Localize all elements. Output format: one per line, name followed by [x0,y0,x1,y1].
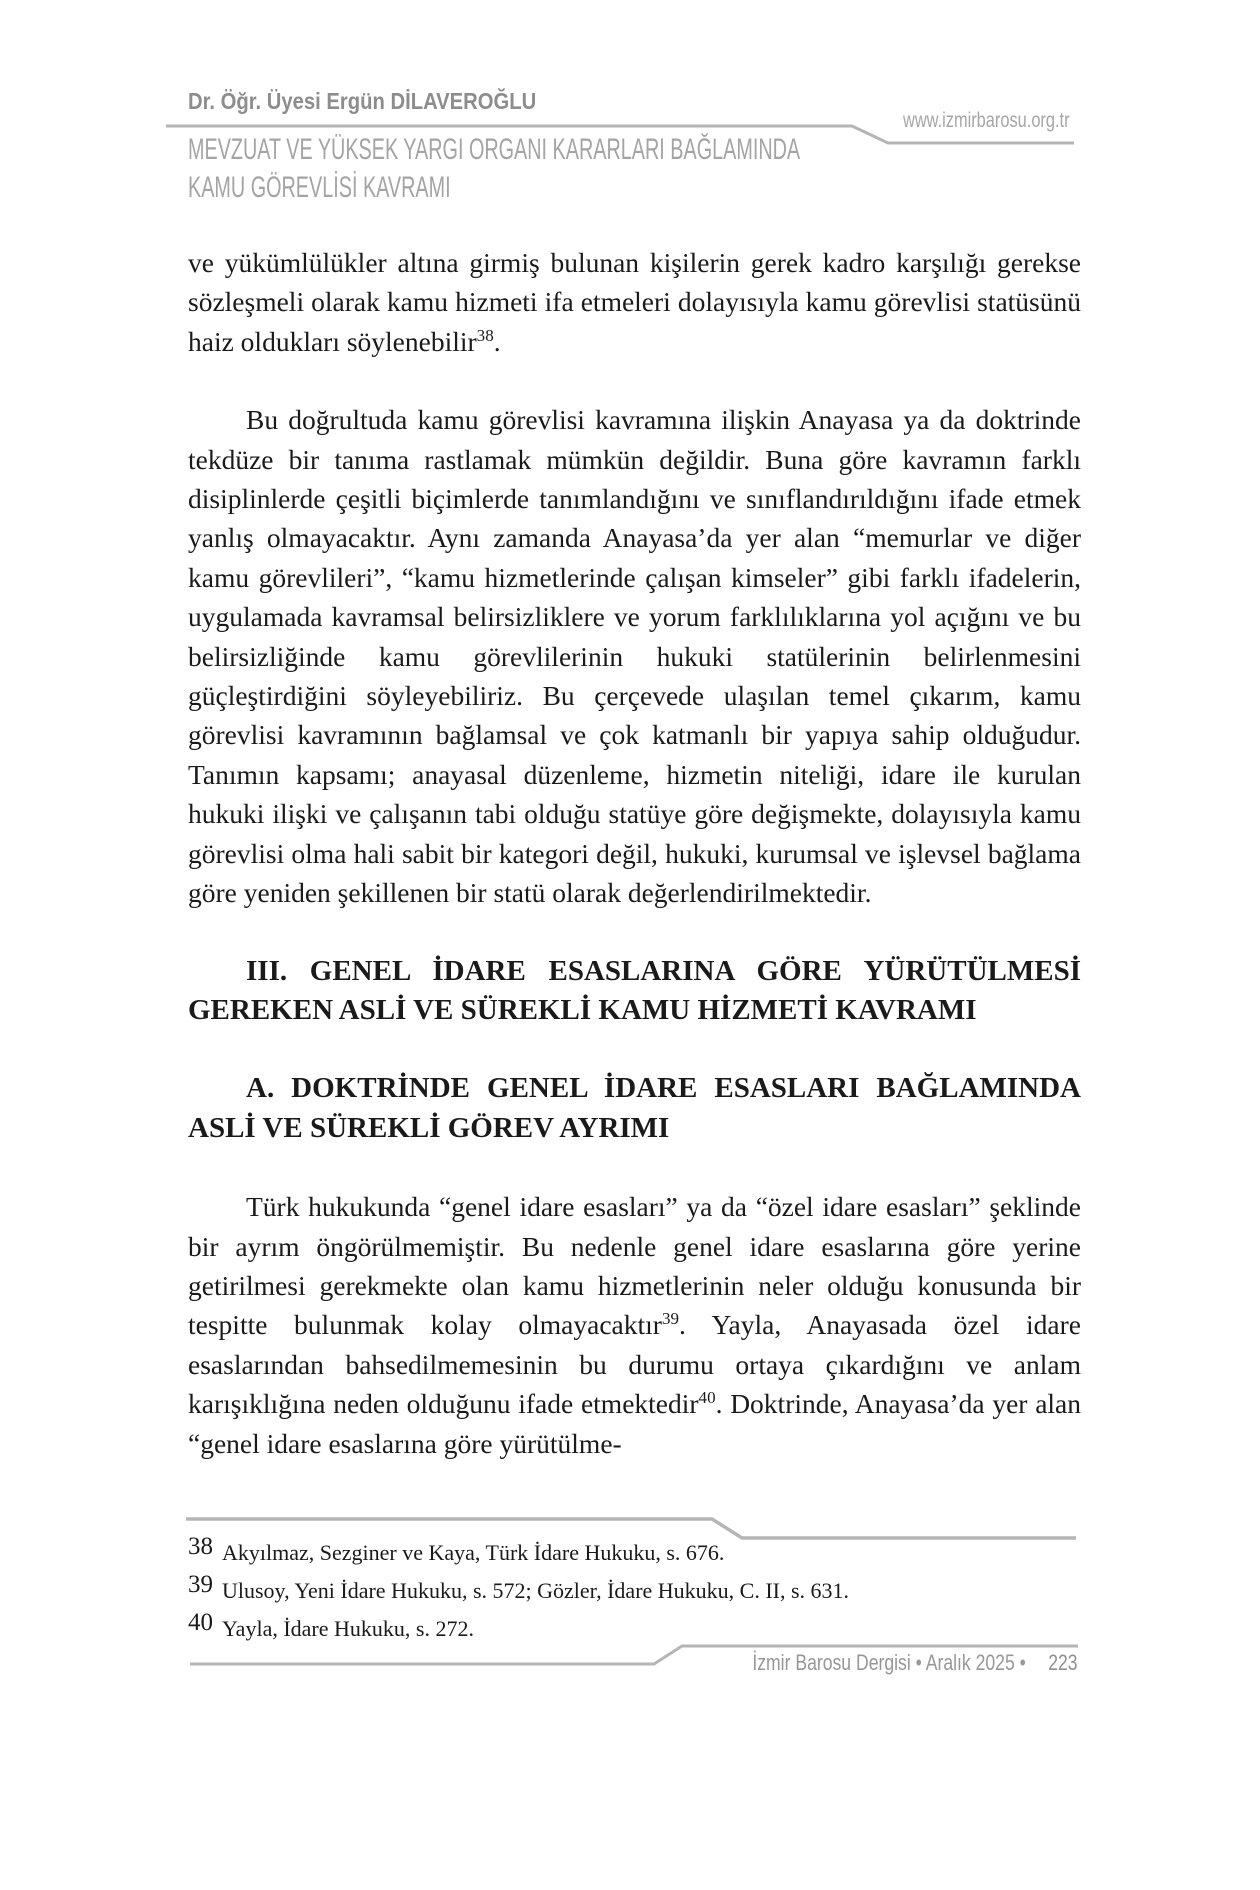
footnote-ref: 40 [698,1388,716,1407]
footnote [188,1534,1081,1572]
article-title-line2: KAMU GÖREVLİSİ KAVRAMI [188,171,451,204]
footnote-text: Yayla, İdare Hukuku, s. 272. [222,1616,474,1641]
paragraph: ve yükümlülükler altına girmiş bulunan kişilerin gerek kadro karşılığı gerekse sözleşmeli olarak kamu hizmeti ifa etmeleri dolayısıyla kamu görevlisi statüsünü haiz oldukları söylenebilir$^{38}$. [188,247,1081,357]
article-title [188,131,1115,207]
footnote [188,1572,1081,1610]
section-heading: III. GENEL İDARE ESASLARINA GÖRE YÜRÜTÜLMESİ GEREKEN ASLİ VE SÜREKLİ KAMU HİZMETİ KAVRAMI [188,954,1081,1026]
footnote-text: Ulusoy, Yeni İdare Hukuku, s. 572; Gözler, İdare Hukuku, C. II, s. 631. [222,1578,850,1603]
section-heading: A. DOKTRİNDE GENEL İDARE ESASLARI BAĞLAMINDA ASLİ VE SÜREKLİ GÖREV AYRIMI [188,1072,1081,1144]
paragraph: Bu doğrultuda kamu görevlisi kavramına ilişkin Anayasa ya da doktrinde tekdüze bir tanıma rastlamak mümkün değildir. Buna göre kavramın farklı disiplinlerde çeşitli biçimlerde tanımlandığını ve sınıflandırıldığını ifade etmek yanlış olmayacaktır. Aynı zamanda Anayasa’da yer alan “memurlar ve diğer kamu görevlileri”, “kamu hizmetlerinde çalışan kimseler” gibi farklı ifadelerin, uygulamada kavramsal belirsizliklere ve yorum farklılıklarına yol açığını ve bu belirsizliğinde kamu görevlilerinin hukuki statülerinin belirlenmesini güçleştirdiğini söyleyebiliriz. Bu çerçevede ulaşılan temel çıkarım, kamu görevlisi kavramının bağlamsal ve çok katmanlı bir yapıya sahip olduğudur. Tanımın kapsamı; anayasal düzenleme, hizmetin niteliği, idare ile kurulan hukuki ilişki ve çalışanın tabi olduğu statüye göre değişmekte, dolayısıyla kamu görevlisi olma hali sabit bir kategori değil, hukuki, kurumsal ve işlevsel bağlama göre yeniden şekillenen bir statü olarak değerlendirilmektedir. [188,404,1081,909]
footnote-number: 38 [188,1533,213,1560]
footnote-ref: 39 [661,1309,679,1329]
author-name: Dr. Öğr. Üyesi Ergün DİLAVEROĞLU [188,88,537,114]
footnote-number: 39 [188,1571,213,1598]
footnote-number: 40 [188,1609,213,1636]
body-blocks [188,243,1081,1502]
footnote-ref: 38 [476,325,494,345]
page-footer [753,1650,1078,1676]
footnote-text: Akyılmaz, Sezginer ve Kaya, Türk İdare Hukuku, s. 676. [222,1540,725,1565]
journal-website: www.izmirbarosu.org.tr [903,109,1070,132]
footer-journal-issue: İzmir Barosu Dergisi • Aralık 2025 • [752,1650,1027,1675]
paragraph: Türk hukukunda “genel idare esasları” ya da “özel idare esasları” şeklinde bir ayrım öngörülmemiştir. Bu nedenle genel idare esaslarına göre yerine getirilmesi gerekmekte olan kamu hizmetlerinin neler olduğu konusunda bir tespitte bulunmak kolay olmayacaktır$^{39}$. Yayla, Anayasada özel idare esaslarından bahsedilmemesinin bu durumu ortaya çıkardığını ve anlam karışıklığına neden olduğunu ifade etmektedir$^{40}$. Doktrinde, Anayasa’da yer alan “genel idare esaslarına göre yürütülme- [188,1191,1081,1459]
article-title-line1: MEVZUAT VE YÜKSEK YARGI ORGANI KARARLARI BAĞLAMINDA [188,133,801,166]
page-number: 223 [1048,1650,1078,1675]
footnote [188,1610,1081,1648]
footnotes [188,1534,1081,1648]
